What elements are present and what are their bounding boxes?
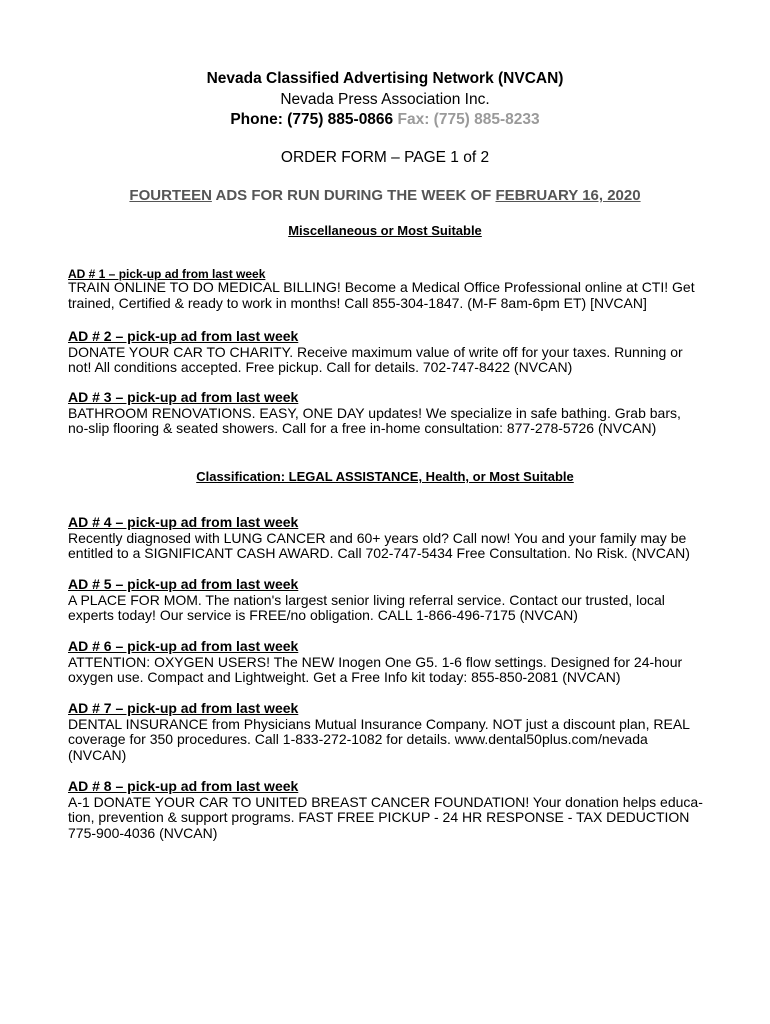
ad-heading: AD # 8 – pick-up ad from last week bbox=[68, 778, 299, 794]
ad-line: tion, prevention & support programs. FAST FREE PICKUP - 24 HR RESPONSE - TAX DEDUCTION bbox=[68, 809, 690, 825]
ad-line: DENTAL INSURANCE from Physicians Mutual Insurance Company. NOT just a discount plan, REAL bbox=[68, 715, 690, 732]
ad-line: trained, Certified & ready to work in months! Call 855-304-1847. (M-F 8am-6pm ET) [NVCAN] bbox=[68, 294, 647, 311]
ad-line: no-slip flooring & seated showers. Call for a free in-home consultation: 877-278-5726 (NVCAN) bbox=[68, 420, 657, 436]
section-heading-legal: Classification: LEGAL ASSISTANCE, Health, or Most Suitable bbox=[196, 469, 574, 484]
ad-count: FOURTEEN bbox=[129, 187, 212, 204]
ad-line: ATTENTION: OXYGEN USERS! The NEW Inogen One G5. 1-6 flow settings. Designed for 24-hour bbox=[68, 653, 683, 670]
ad-line: A-1 DONATE YOUR CAR TO UNITED BREAST CANCER FOUNDATION! Your donation helps educa- bbox=[68, 793, 703, 810]
run-text: ADS FOR RUN DURING THE WEEK OF bbox=[211, 187, 496, 204]
ad-heading: AD # 4 – pick-up ad from last week bbox=[68, 514, 299, 530]
ad-1 bbox=[68, 268, 708, 311]
ad-line: DONATE YOUR CAR TO CHARITY. Receive maximum value of write off for your taxes. Running or bbox=[68, 343, 683, 360]
fax-number: Fax: (775) 885-8233 bbox=[397, 111, 540, 128]
ad-8 bbox=[68, 779, 708, 841]
ad-6 bbox=[68, 639, 708, 686]
ad-7 bbox=[68, 701, 708, 763]
form-title: ORDER FORM – PAGE 1 of 2 bbox=[280, 149, 490, 166]
ad-heading: AD # 3 – pick-up ad from last week bbox=[68, 389, 299, 405]
ad-2 bbox=[68, 329, 708, 376]
network-name: Nevada Classified Advertising Network (NVCAN) bbox=[206, 70, 564, 87]
ad-line: A PLACE FOR MOM. The nation's largest senior living referral service. Contact our trusted, local bbox=[68, 591, 665, 608]
ad-line: experts today! Our service is FREE/no obligation. CALL 1-866-496-7175 (NVCAN) bbox=[68, 607, 578, 623]
contact-line bbox=[0, 111, 770, 129]
ad-line: 775-900-4036 (NVCAN) bbox=[68, 824, 218, 841]
ad-line: coverage for 350 procedures. Call 1-833-272-1082 for details. www.dental50plus.com/nevada bbox=[68, 731, 648, 747]
section-heading-misc: Miscellaneous or Most Suitable bbox=[288, 223, 482, 238]
association-name: Nevada Press Association Inc. bbox=[280, 91, 490, 108]
ad-line: TRAIN ONLINE TO DO MEDICAL BILLING! Become a Medical Office Professional online at CTI! Get bbox=[68, 279, 695, 295]
phone-number: Phone: (775) 885-0866 bbox=[230, 111, 394, 128]
ad-line: Recently diagnosed with LUNG CANCER and 60+ years old? Call now! You and your family may be bbox=[68, 529, 687, 546]
ad-heading: AD # 2 – pick-up ad from last week bbox=[68, 328, 299, 344]
ad-5 bbox=[68, 577, 708, 624]
ad-line: oxygen use. Compact and Lightweight. Get a Free Info kit today: 855-850-2081 (NVCAN) bbox=[68, 669, 621, 685]
run-week-line bbox=[0, 187, 770, 204]
run-date: FEBRUARY 16, 2020 bbox=[495, 187, 641, 204]
ad-line: entitled to a SIGNIFICANT CASH AWARD. Call 702-747-5434 Free Consultation. No Risk. (NVCAN) bbox=[68, 545, 690, 561]
ad-heading: AD # 6 – pick-up ad from last week bbox=[68, 638, 299, 654]
ad-heading: AD # 7 – pick-up ad from last week bbox=[68, 700, 299, 716]
ad-line: not! All conditions accepted. Free pickup. Call for details. 702-747-8422 (NVCAN) bbox=[68, 359, 573, 375]
ad-line: (NVCAN) bbox=[68, 746, 127, 763]
ad-heading: AD # 1 – pick-up ad from last week bbox=[68, 267, 266, 281]
ad-heading: AD # 5 – pick-up ad from last week bbox=[68, 576, 299, 592]
ad-3 bbox=[68, 390, 708, 437]
ad-line: BATHROOM RENOVATIONS. EASY, ONE DAY updates! We specialize in safe bathing. Grab bars, bbox=[68, 404, 681, 421]
ad-4 bbox=[68, 515, 708, 562]
